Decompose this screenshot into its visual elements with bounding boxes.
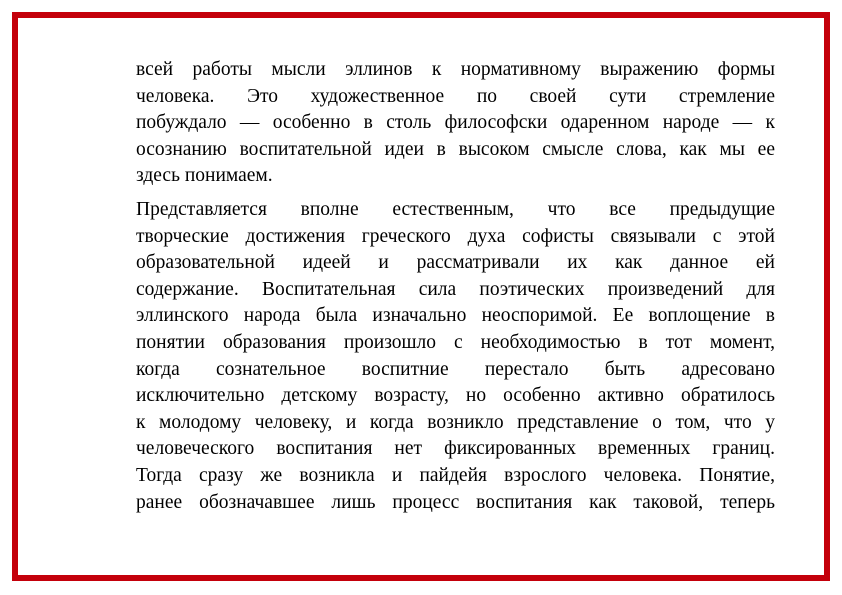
text-line: здесь понимаем.: [136, 165, 273, 187]
document-body: [136, 57, 775, 516]
text-line: осознанию воспитательной идеи в высоком смысле слова, как мы ее: [136, 138, 775, 160]
text-line: когда сознательное воспитние перестало быть адресовано: [136, 358, 775, 380]
text-line: творческие достижения греческого духа софисты связывали с этой: [136, 225, 775, 247]
text-line: исключительно детскому возрасту, но особенно активно обратилось: [136, 385, 775, 407]
text-line: эллинского народа была изначально неоспоримой. Ее воплощение в: [136, 305, 775, 327]
paragraph-spacer: [136, 190, 775, 197]
paragraph: [136, 197, 775, 516]
paragraph: [136, 57, 775, 190]
text-line: ранее обозначавшее лишь процесс воспитания как таковой, теперь: [136, 491, 775, 513]
text-line: к молодому человеку, и когда возникло представление о том, что у: [136, 411, 775, 433]
text-line: образовательной идеей и рассматривали их как данное ей: [136, 252, 775, 274]
text-line: понятии образования произошло с необходимостью в тот момент,: [136, 331, 775, 353]
text-line: человека. Это художественное по своей сути стремление: [136, 85, 775, 107]
text-line: Тогда сразу же возникла и пайдейя взрослого человека. Понятие,: [136, 464, 775, 486]
text-line: Представляется вполне естественным, что все предыдущие: [136, 198, 775, 220]
text-line: побуждало — особенно в столь философски одаренном народе — к: [136, 112, 775, 134]
text-line: содержание. Воспитательная сила поэтических произведений для: [136, 278, 775, 300]
text-line: человеческого воспитания нет фиксированных временных границ.: [136, 438, 775, 460]
text-line: всей работы мысли эллинов к нормативному выражению формы: [136, 59, 775, 80]
